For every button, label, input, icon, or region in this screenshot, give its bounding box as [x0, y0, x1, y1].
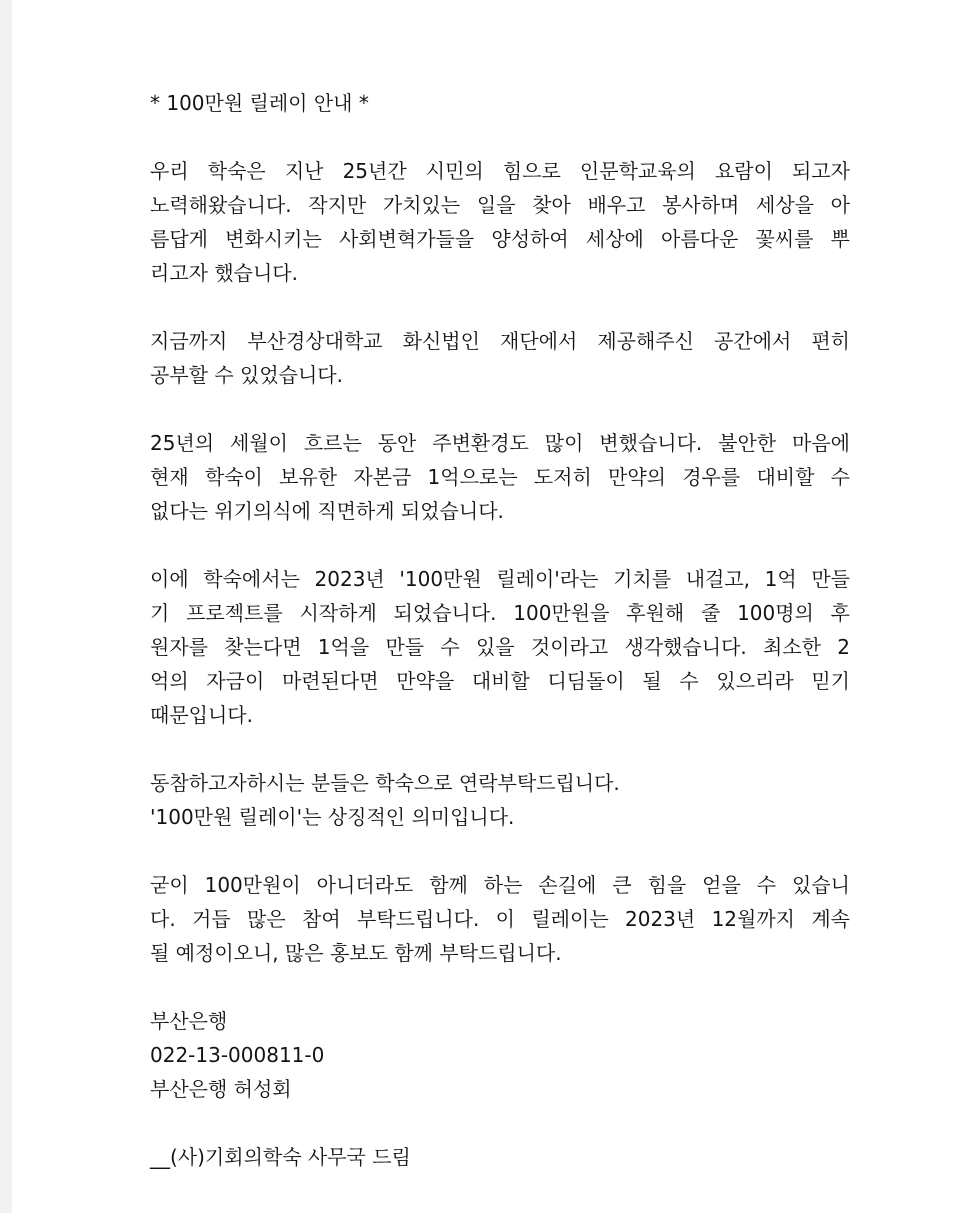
paragraph-3 — [150, 426, 850, 528]
text-line: 될 예정이오니, 많은 홍보도 함께 부탁드립니다. — [150, 941, 562, 965]
signature-text: __(사)기회의학숙 사무국 드림 — [150, 1145, 411, 1169]
text-line: 25년의 세월이 흐르는 동안 주변환경도 많이 변했습니다. 불안한 마음에 — [150, 431, 850, 455]
text-line: 공부할 수 있었습니다. — [150, 363, 343, 387]
document-title: * 100만원 릴레이 안내 * — [150, 91, 369, 115]
text-line: 다. 거듭 많은 참여 부탁드립니다. 이 릴레이는 2023년 12월까지 계속 — [150, 907, 850, 931]
text-line: 굳이 100만원이 아니더라도 함께 하는 손길에 큰 힘을 얻을 수 있습니 — [150, 873, 850, 897]
paragraph-4 — [150, 562, 850, 732]
text-line: 없다는 위기의식에 직면하게 되었습니다. — [150, 499, 504, 523]
document-body — [150, 86, 850, 1208]
text-line: 우리 학숙은 지난 25년간 시민의 힘으로 인문학교육의 요람이 되고자 — [150, 159, 850, 183]
account-holder: 부산은행 허성회 — [150, 1077, 292, 1101]
signature — [150, 1140, 850, 1174]
text-line: 이에 학숙에서는 2023년 '100만원 릴레이'라는 기치를 내걸고, 1억 만들 — [150, 567, 850, 591]
text-line: 노력해왔습니다. 작지만 가치있는 일을 찾아 배우고 봉사하며 세상을 아 — [150, 193, 850, 217]
paragraph-6 — [150, 868, 850, 970]
text-line: 리고자 했습니다. — [150, 261, 298, 285]
text-line: 현재 학숙이 보유한 자본금 1억으로는 도저히 만약의 경우를 대비할 수 — [150, 465, 850, 489]
paragraph-2 — [150, 324, 850, 392]
bank-account-number: 022-13-000811-0 — [150, 1043, 325, 1067]
text-line: '100만원 릴레이'는 상징적인 의미입니다. — [150, 805, 515, 829]
paragraph-5 — [150, 766, 850, 834]
text-line: 동참하고자하시는 분들은 학숙으로 연락부탁드립니다. — [150, 771, 620, 795]
text-line: 지금까지 부산경상대학교 화신법인 재단에서 제공해주신 공간에서 편히 — [150, 329, 850, 353]
text-line: 기 프로젝트를 시작하게 되었습니다. 100만원을 후원해 줄 100명의 후 — [150, 601, 850, 625]
document-page — [12, 0, 960, 1213]
text-line: 때문입니다. — [150, 703, 253, 727]
bank-name: 부산은행 — [150, 1009, 228, 1033]
paragraph-1 — [150, 154, 850, 290]
bank-info — [150, 1004, 850, 1106]
text-line: 원자를 찾는다면 1억을 만들 수 있을 것이라고 생각했습니다. 최소한 2 — [150, 635, 850, 659]
text-line: 름답게 변화시키는 사회변혁가들을 양성하여 세상에 아름다운 꽃씨를 뿌 — [150, 227, 850, 251]
text-line: 억의 자금이 마련된다면 만약을 대비할 디딤돌이 될 수 있으리라 믿기 — [150, 669, 850, 693]
